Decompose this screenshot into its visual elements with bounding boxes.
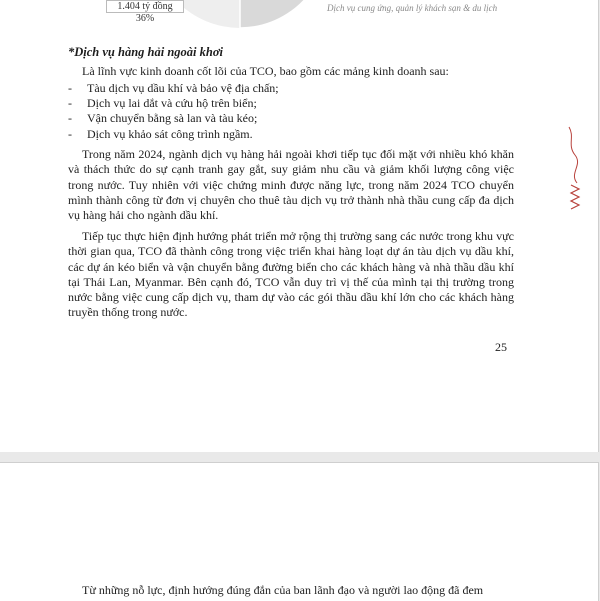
chart-legend-item: Dịch vụ cung ứng, quản lý khách sạn & du lịch <box>327 3 498 13</box>
intro-paragraph: Là lĩnh vực kinh doanh cốt lõi của TCO, bao gồm các mảng kinh doanh sau: <box>82 64 449 78</box>
decorative-ornament-icon <box>565 125 585 215</box>
bullet-list <box>68 81 279 142</box>
body-paragraph-1: Trong năm 2024, ngành dịch vụ hàng hải ngoài khơi tiếp tục đối mặt với nhiều khó khăn và thách thức do sự cạnh tranh gay gắt, suy giảm nhu cầu và giảm khối lượng công việc trong nước. Tuy nhiên với việc chứng minh được năng lực, trong năm 2024 TCO chuyển mình thành công từ đơn vị chuyên cho thuê tàu dịch vụ trở thành nhà thầu cung cấp đa dịch vụ hàng hải cho ngành dầu khí. <box>68 147 514 223</box>
list-item: - Dịch vụ khảo sát công trình ngầm. <box>68 126 253 141</box>
pie-data-label <box>100 0 190 24</box>
pie-value-label: 1.404 tỷ đồng <box>106 0 183 13</box>
list-item: - Dịch vụ lai dắt và cứu hộ trên biển; <box>68 96 257 111</box>
pie-slice <box>240 0 328 28</box>
pie-percent-label: 36% <box>135 13 155 24</box>
body-paragraph-2: Tiếp tục thực hiện định hướng phát triển mở rộng thị trường sang các nước trong khu vực thời gian qua, TCO đã thành công trong việc triển khai hàng loạt dự án tàu dịch vụ dầu khí, các dự án kéo biển và vận chuyển bằng đường biển cho các khách hàng và nhà thầu dầu khí tại Thái Lan, Myanmar. Bên cạnh đó, TCO vẫn duy trì vị thế của mình tại thị trường trong nước bằng việc cung cấp dịch vụ, tham dự vào các gói thầu dầu khí lớn cho các khách hàng truyền thống trong nước. <box>68 229 514 320</box>
page-number: 25 <box>495 340 507 354</box>
next-page-paragraph: Từ những nỗ lực, định hướng đúng đắn của ban lãnh đạo và người lao động đã đem <box>82 583 484 597</box>
next-page <box>0 462 599 601</box>
section-heading: *Dịch vụ hàng hải ngoài khơi <box>68 45 224 59</box>
list-item: - Vận chuyển bằng sà lan và tàu kéo; <box>68 111 258 126</box>
list-item: - Tàu dịch vụ dầu khí và bảo vệ địa chấn; <box>68 81 279 95</box>
